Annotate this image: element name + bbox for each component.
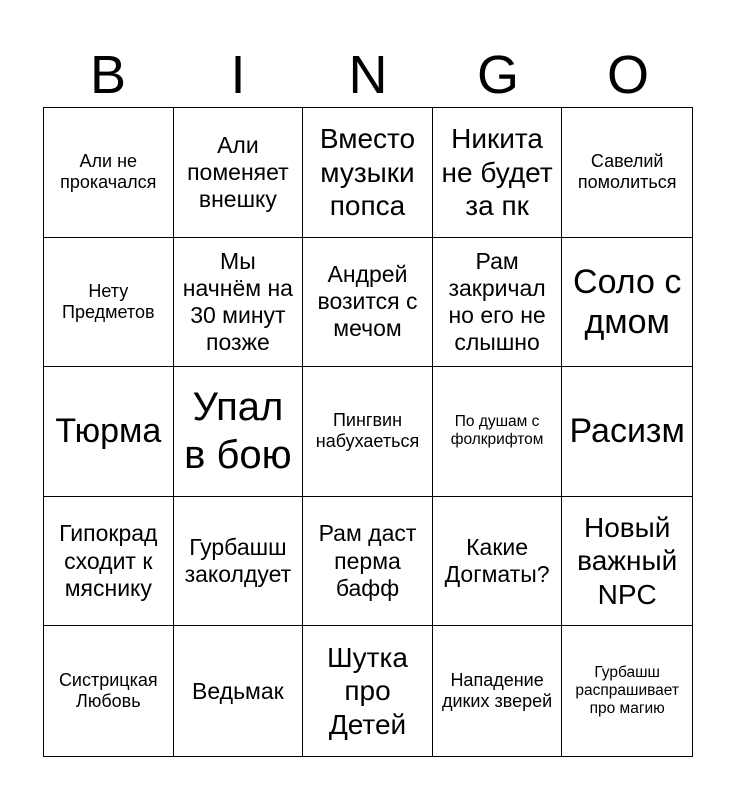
cell-text: Какие Догматы? [444,533,550,588]
cell-text: Рам даст перма бафф [318,520,417,601]
bingo-board [43,107,693,757]
bingo-cell[interactable] [303,108,433,238]
cell-text: Расизм [569,412,685,451]
bingo-cell[interactable] [44,108,174,238]
bingo-cell[interactable] [562,238,692,368]
cell-text: Нету Предметов [62,280,155,322]
bingo-cell[interactable] [303,497,433,627]
bingo-cell[interactable] [174,108,304,238]
bingo-cell[interactable] [174,367,304,497]
cell-text: Рам закричал но его не слышно [448,247,546,356]
bingo-cell[interactable] [44,367,174,497]
cell-text: Соло с дмом [573,262,682,341]
cell-text: Али поменяет внешку [187,131,289,212]
bingo-title [43,42,693,108]
cell-text: Савелий помолиться [577,151,677,193]
cell-text: Ведьмак [192,677,284,704]
cell-text: Шутка про Детей [327,641,408,740]
bingo-cell[interactable] [433,367,563,497]
bingo-cell[interactable] [303,626,433,756]
bingo-cell[interactable] [562,108,692,238]
cell-text: Упал в бою [184,385,292,478]
cell-text: Гурбашш заколдует [184,533,292,588]
bingo-cell[interactable] [44,238,174,368]
cell-text: Гипокрад сходит к мяснику [59,520,158,601]
bingo-cell[interactable] [44,497,174,627]
bingo-cell[interactable] [433,238,563,368]
bingo-cell[interactable] [562,497,692,627]
cell-text: Тюрма [55,412,162,451]
cell-text: Мы начнём на 30 минут позже [182,247,293,356]
title-letter-g: G [476,45,519,105]
bingo-cell[interactable] [433,108,563,238]
bingo-cell[interactable] [44,626,174,756]
bingo-cell[interactable] [562,367,692,497]
title-letter-n: N [348,45,388,105]
cell-text: По душам с фолкрифтом [450,413,544,449]
title-letter-b: B [89,45,127,105]
bingo-cell[interactable] [174,238,304,368]
cell-text: Нападение диких зверей [441,669,553,712]
cell-text: Андрей возится с мечом [317,261,418,342]
bingo-cell[interactable] [174,497,304,627]
bingo-cell[interactable] [433,497,563,627]
cell-text: Новый важный NPC [577,511,678,610]
cell-text: Гурбашш распрашивает про магию [575,663,679,718]
bingo-cell[interactable] [562,626,692,756]
cell-text: Никита не будет за пк [441,122,553,222]
cell-text: Систрицкая Любовь [58,669,158,712]
cell-text: Али не прокачался [60,151,157,193]
bingo-cell[interactable] [433,626,563,756]
title-letter-i: I [230,45,246,105]
cell-text: Вместо музыки попса [319,122,416,222]
title-letter-o: O [606,45,649,105]
bingo-cell[interactable] [174,626,304,756]
bingo-cell[interactable] [303,238,433,368]
cell-text: Пингвин набухаеться [315,410,420,452]
bingo-cell[interactable] [303,367,433,497]
